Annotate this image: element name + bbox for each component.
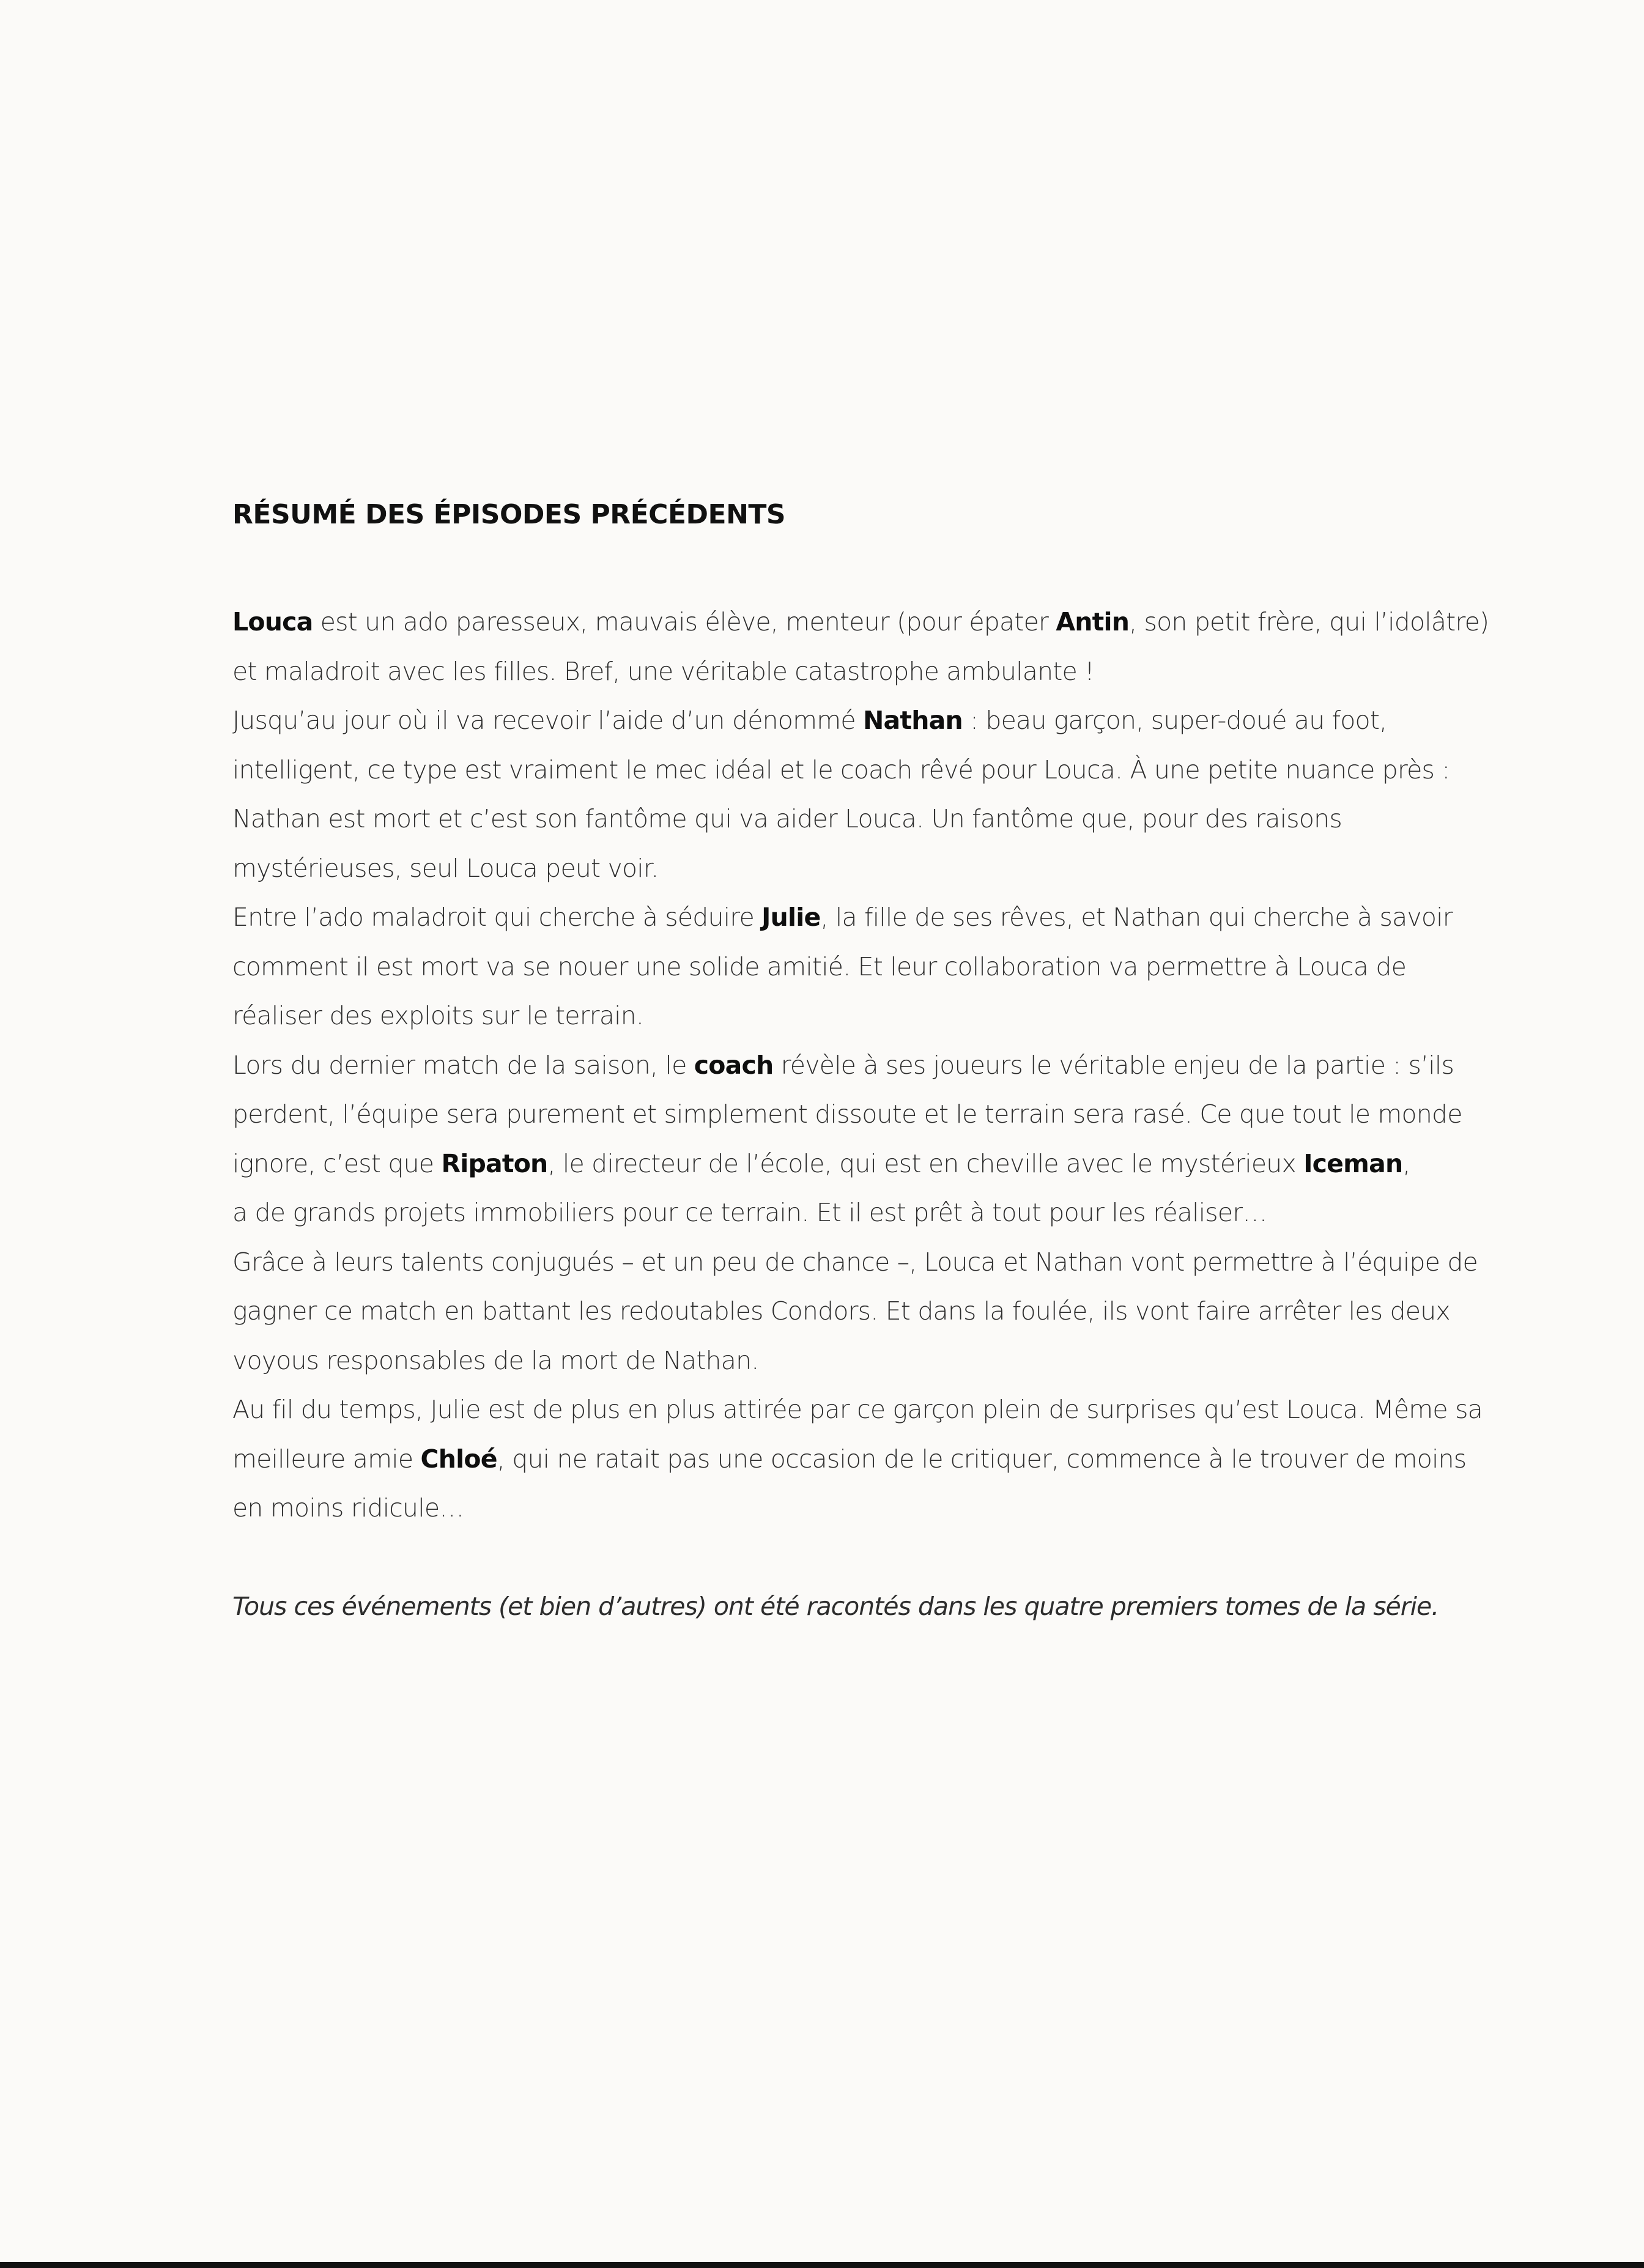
paragraph-text: Au fil du temps, Julie est de plus en plus attirée par ce garçon plein de surprises qu’est Louca. Même sa meilleure amie	[232, 1395, 1483, 1474]
character-name: Nathan	[863, 706, 963, 735]
paragraph-text: , qui ne ratait pas une occasion de le critiquer, commence à le trouver de moins en moins ridicule…	[232, 1444, 1467, 1523]
summary-body	[232, 597, 1492, 1533]
character-name: Julie	[761, 903, 821, 932]
character-name: Ripaton	[441, 1148, 548, 1178]
paragraph-coach	[232, 1041, 1492, 1238]
bottom-border	[0, 2262, 1644, 2268]
paragraph-nathan	[232, 696, 1492, 893]
paragraph-text: Grâce à leurs talents conjugués – et un peu de chance –, Louca et Nathan vont permettre à l’équipe de gagner ce match en battant les redoutables Condors. Et dans la foulée, ils vont faire arrêter les deux voyous responsables de la mort de Nathan.	[232, 1247, 1478, 1375]
paragraph-text: Jusqu’au jour où il va recevoir l’aide d’un dénommé	[232, 706, 864, 735]
paragraph-louca	[232, 597, 1492, 696]
character-name: Iceman	[1303, 1148, 1403, 1178]
page-title: RÉSUMÉ DES ÉPISODES PRÉCÉDENTS	[232, 499, 786, 530]
character-name: Chloé	[420, 1444, 497, 1474]
paragraph-text: ,	[1402, 1148, 1410, 1178]
paragraph-text: Entre l’ado maladroit qui cherche à séduire	[232, 903, 762, 932]
character-name: Antin	[1056, 607, 1130, 637]
paragraph-julie	[232, 893, 1492, 1041]
paragraph-text: révèle à ses joueurs le véritable enjeu de la partie : s’ils perdent, l’équipe sera purement et simplement dissoute et le terrain sera rasé. Ce que tout le monde ignore, c’est que	[232, 1050, 1462, 1178]
paragraph-text: a de grands projets immobiliers pour ce terrain. Et il est prêt à tout pour les réaliser…	[232, 1198, 1267, 1227]
paragraph-text: : beau garçon, super-doué au foot, intelligent, ce type est vraiment le mec idéal et le coach rêvé pour Louca. À une petite nuance près : Nathan est mort et c’est son fantôme qui va aider Louca. Un fantôme que, pour des raisons mystérieuses, seul Louca peut voir.	[232, 706, 1450, 883]
paragraph-text: , son petit frère, qui l’idolâtre) et maladroit avec les filles. Bref, une véritable catastrophe ambulante !	[232, 607, 1489, 686]
paragraph-text: , le directeur de l’école, qui est en cheville avec le mystérieux	[547, 1148, 1304, 1178]
character-name: Louca	[232, 607, 313, 637]
paragraph-match	[232, 1238, 1492, 1386]
paragraph-chloe	[232, 1385, 1492, 1533]
paragraph-text: , la fille de ses rêves, et Nathan qui cherche à savoir comment il est mort va se nouer une solide amitié. Et leur collaboration va permettre à Louca de réaliser des exploits sur le terrain.	[232, 903, 1453, 1030]
character-name: coach	[694, 1050, 774, 1080]
series-note: Tous ces événements (et bien d’autres) ont été racontés dans les quatre premiers tomes de la série.	[232, 1591, 1439, 1621]
summary-section	[232, 497, 1492, 1631]
paragraph-text: Lors du dernier match de la saison, le	[232, 1050, 694, 1080]
paragraph-text: est un ado paresseux, mauvais élève, menteur (pour épater	[313, 607, 1056, 637]
